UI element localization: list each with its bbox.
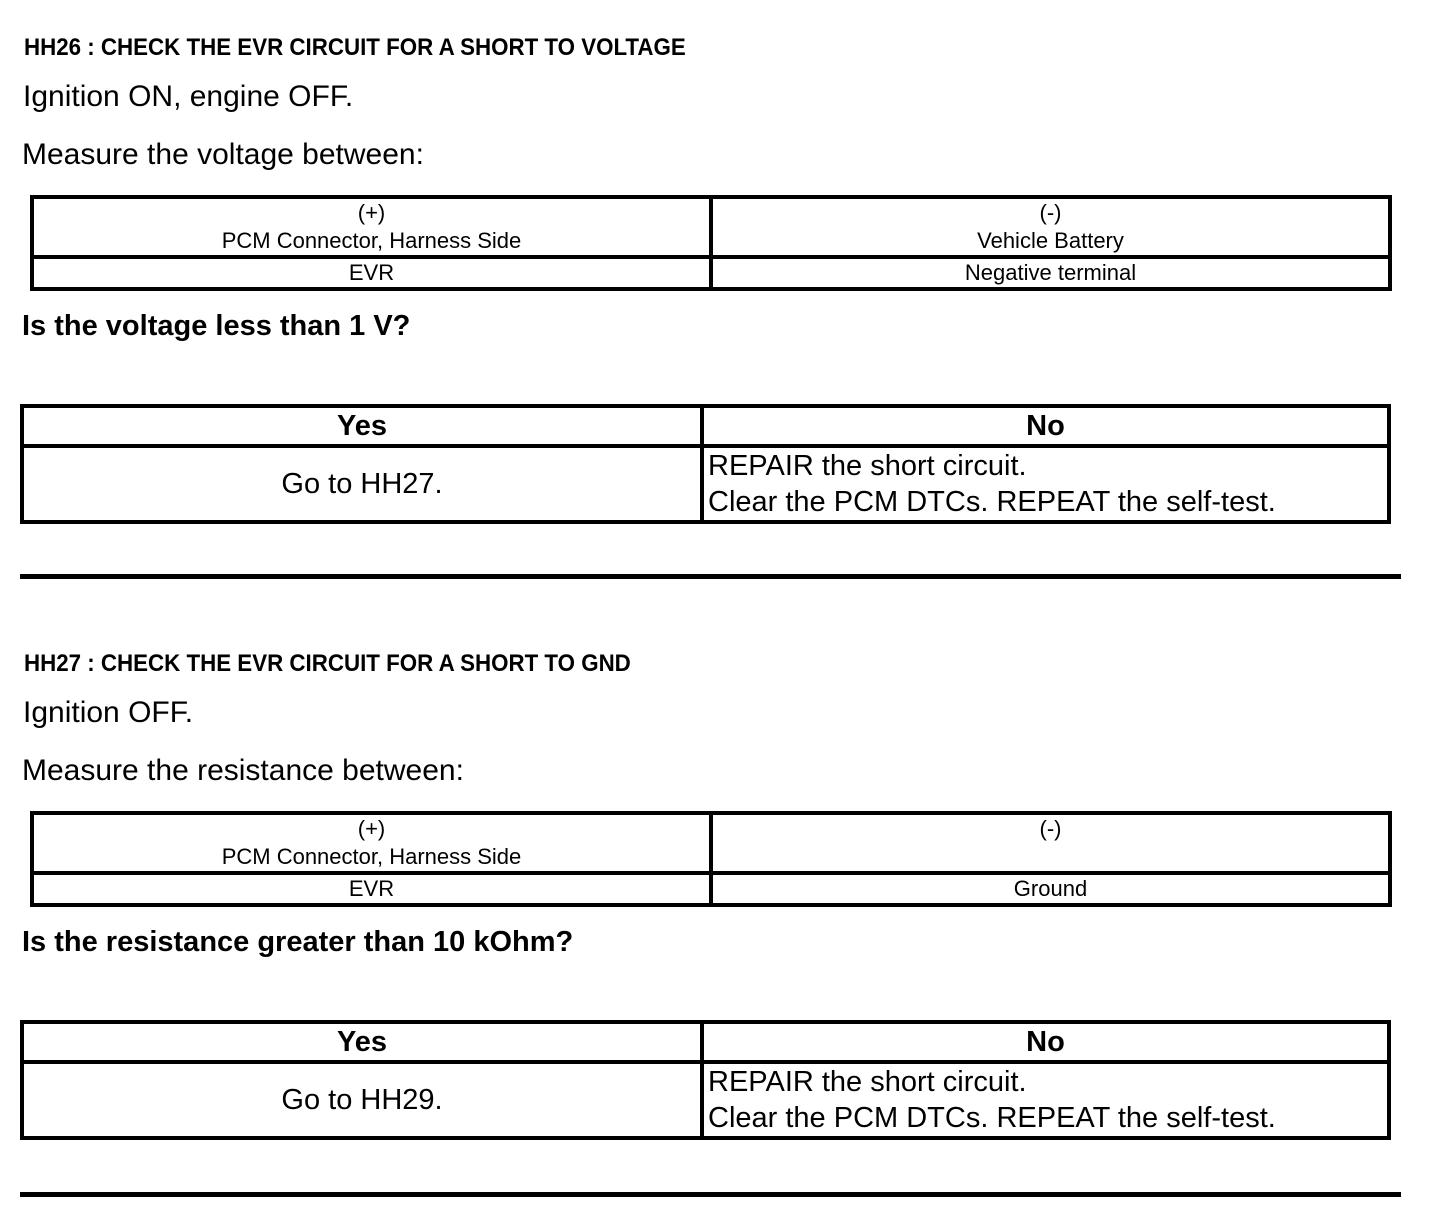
- minus-value: Ground: [711, 873, 1390, 905]
- plus-header: (+) PCM Connector, Harness Side: [32, 813, 711, 873]
- step-hh27: [0, 616, 1456, 1216]
- step-question: Is the voltage less than 1 V?: [22, 310, 411, 342]
- yes-header: Yes: [22, 406, 702, 446]
- step-heading: HH27 : CHECK THE EVR CIRCUIT FOR A SHORT TO GND: [24, 650, 631, 677]
- minus-value: Negative terminal: [711, 257, 1390, 289]
- yes-action: Go to HH27.: [22, 446, 702, 522]
- plus-value: EVR: [32, 257, 711, 289]
- plus-value: EVR: [32, 873, 711, 905]
- step-instruction: Measure the resistance between:: [22, 754, 464, 787]
- minus-header: (-) Vehicle Battery: [711, 197, 1390, 257]
- minus-header: (-): [711, 813, 1390, 873]
- answer-table: [20, 404, 1391, 524]
- step-condition: Ignition ON, engine OFF.: [23, 80, 354, 113]
- step-instruction: Measure the voltage between:: [22, 138, 424, 171]
- step-question: Is the resistance greater than 10 kOhm?: [22, 926, 574, 958]
- answer-table: [20, 1020, 1391, 1140]
- step-condition: Ignition OFF.: [23, 696, 194, 729]
- no-action: REPAIR the short circuit. Clear the PCM DTCs. REPEAT the self-test.: [702, 1062, 1389, 1138]
- yes-action: Go to HH29.: [22, 1062, 702, 1138]
- measurement-table: [30, 811, 1392, 907]
- no-action: REPAIR the short circuit. Clear the PCM DTCs. REPEAT the self-test.: [702, 446, 1389, 522]
- plus-header: (+) PCM Connector, Harness Side: [32, 197, 711, 257]
- yes-header: Yes: [22, 1022, 702, 1062]
- no-header: No: [702, 406, 1389, 446]
- step-heading: HH26 : CHECK THE EVR CIRCUIT FOR A SHORT TO VOLTAGE: [24, 34, 686, 61]
- no-header: No: [702, 1022, 1389, 1062]
- measurement-table: [30, 195, 1392, 291]
- step-hh26: [0, 0, 1456, 600]
- section-divider: [20, 574, 1401, 579]
- section-divider: [20, 1192, 1401, 1197]
